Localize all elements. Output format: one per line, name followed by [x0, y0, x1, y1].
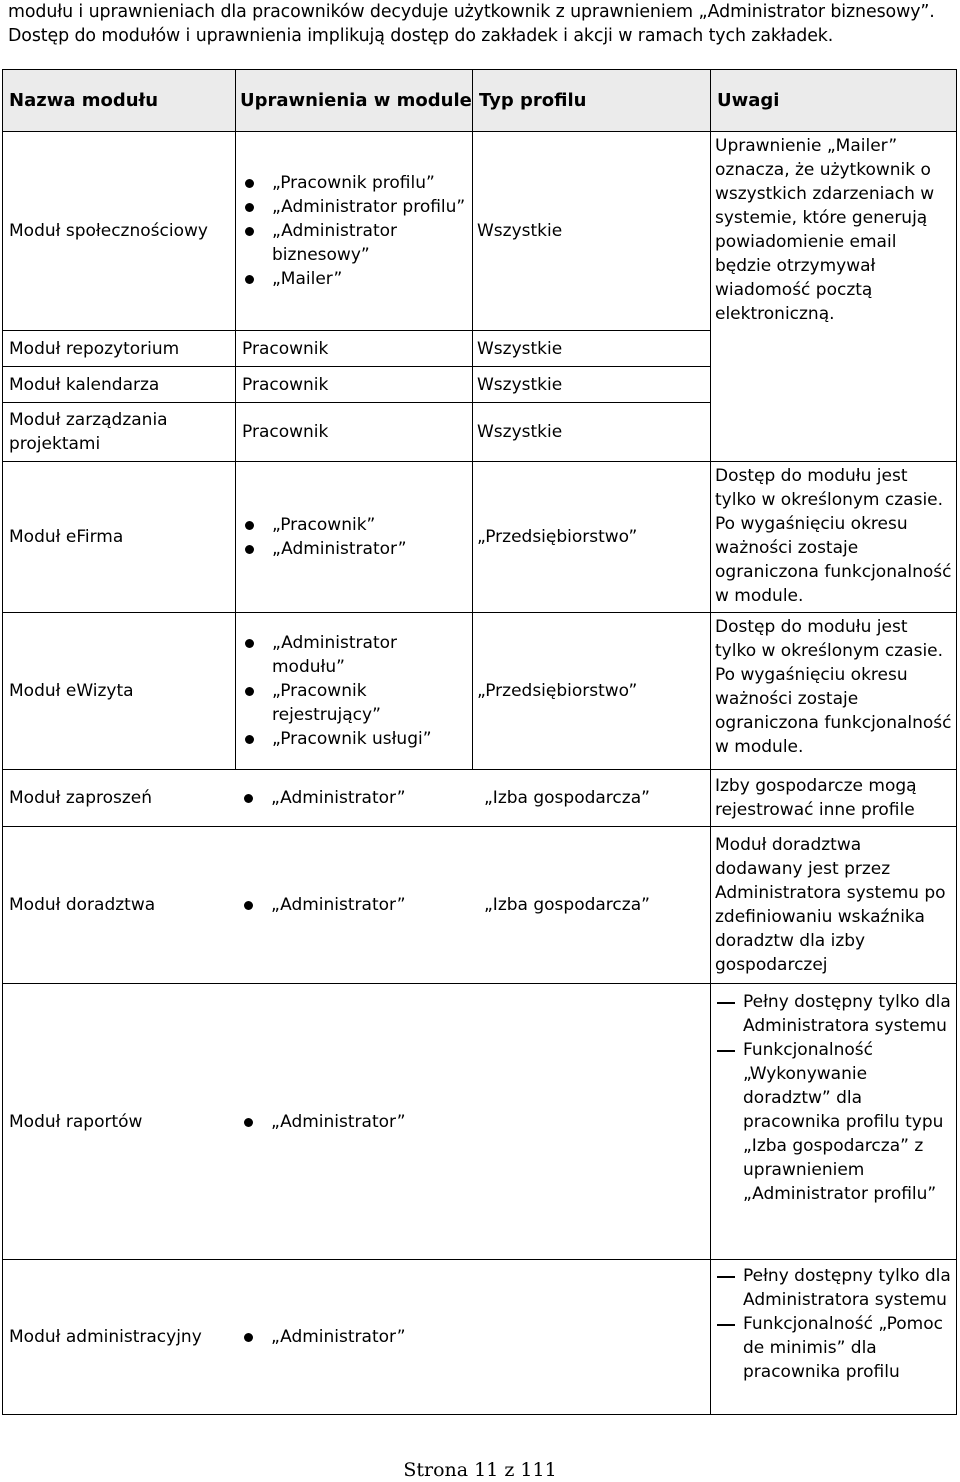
modules-table-wrapper	[2, 69, 957, 1415]
header-notes: Uwagi	[711, 70, 957, 132]
module-permission: Pracownik	[236, 403, 473, 462]
module-permission: Pracownik	[236, 367, 473, 403]
module-name: Moduł eFirma	[3, 462, 236, 613]
module-name: Moduł repozytorium	[3, 331, 236, 367]
note-item: Pełny dostępny tylko dla Administratora systemu	[715, 990, 952, 1038]
permission-item: „Administrator biznesowy”	[242, 219, 472, 267]
header-profile-type: Typ profilu	[473, 70, 711, 132]
module-name: Moduł zarządzania projektami	[3, 403, 236, 462]
module-name: Moduł raportów	[9, 1111, 143, 1132]
intro-line-1: modułu i uprawnieniach dla pracowników decyduje użytkownik z uprawnieniem „Administrator biznesowy”.	[8, 2, 935, 22]
module-permission: Pracownik	[236, 331, 473, 367]
module-note: Dostęp do modułu jest tylko w określonym czasie. Po wygaśnięciu okresu ważności zostaje ograniczona funkcjonalność w module.	[711, 462, 957, 613]
permission-item: „Pracownik usługi”	[242, 727, 472, 751]
table-row	[3, 984, 957, 1260]
module-note: Uprawnienie „Mailer” oznacza, że użytkownik o wszystkich zdarzeniach w systemie, które generują powiadomienie email będzie otrzymywał wiadomość pocztą elektroniczną.	[711, 132, 957, 462]
table-row	[3, 827, 957, 984]
module-name: Moduł eWizyta	[3, 613, 236, 770]
module-note-list	[711, 984, 957, 1260]
table-row	[3, 132, 957, 331]
profile-type: „Przedsiębiorstwo”	[473, 613, 711, 770]
module-note: Izby gospodarcze mogą rejestrować inne profile	[711, 770, 957, 827]
permission-item: „Pracownik”	[242, 513, 472, 537]
intro-line-2: Dostęp do modułów i uprawnienia implikują dostęp do zakładek i akcji w ramach tych zakładek.	[8, 26, 834, 46]
table-row	[3, 770, 957, 827]
module-merged-cell	[3, 984, 711, 1260]
module-permissions	[241, 1325, 484, 1349]
profile-type: Wszystkie	[473, 403, 711, 462]
profile-type: „Izba gospodarcza”	[484, 788, 650, 808]
module-permissions	[241, 786, 484, 810]
intro-paragraph	[8, 0, 958, 48]
module-permissions	[236, 613, 473, 770]
profile-type: Wszystkie	[473, 331, 711, 367]
permission-item: „Administrator profilu”	[242, 195, 472, 219]
permission-item: „Pracownik rejestrujący”	[242, 679, 472, 727]
table-header-row	[3, 70, 957, 132]
module-note: Dostęp do modułu jest tylko w określonym czasie. Po wygaśnięciu okresu ważności zostaje ograniczona funkcjonalność w module.	[711, 613, 957, 770]
permission-item: „Administrator”	[242, 537, 472, 561]
permission-item: „Pracownik profilu”	[242, 171, 472, 195]
module-merged-cell	[3, 827, 711, 984]
module-name: Moduł administracyjny	[9, 1327, 202, 1347]
page-number: Strona 11 z 111	[403, 1459, 557, 1481]
permission-item: „Administrator”	[241, 1325, 484, 1349]
module-permissions	[236, 132, 473, 331]
module-name: Moduł zaproszeń	[9, 788, 153, 808]
note-item: Funkcjonalność „Pomoc de minimis” dla pracownika profilu	[715, 1312, 952, 1384]
table-row	[3, 613, 957, 770]
profile-type: „Izba gospodarcza”	[484, 895, 650, 915]
module-name: Moduł doradztwa	[9, 895, 156, 915]
module-permissions	[241, 1110, 484, 1134]
table-row	[3, 462, 957, 613]
module-note: Moduł doradztwa dodawany jest przez Administratora systemu po zdefiniowaniu wskaźnika doradztw dla izby gospodarczej	[711, 827, 957, 984]
note-item: Pełny dostępny tylko dla Administratora systemu	[715, 1264, 952, 1312]
module-name: Moduł społecznościowy	[3, 132, 236, 331]
header-module-name: Nazwa modułu	[3, 70, 236, 132]
module-note-list	[711, 1260, 957, 1415]
module-permissions	[241, 893, 484, 917]
profile-type: Wszystkie	[473, 367, 711, 403]
permission-item: „Administrator”	[241, 893, 484, 917]
modules-table	[2, 69, 957, 1415]
permission-item: „Administrator modułu”	[242, 631, 472, 679]
module-name: Moduł kalendarza	[3, 367, 236, 403]
profile-type: „Przedsiębiorstwo”	[473, 462, 711, 613]
profile-type: Wszystkie	[473, 132, 711, 331]
module-permissions	[236, 462, 473, 613]
permission-item: „Mailer”	[242, 267, 472, 291]
module-merged-cell	[3, 1260, 711, 1415]
header-permissions: Uprawnienia w module	[236, 70, 473, 132]
module-merged-cell	[3, 770, 711, 827]
permission-item: „Administrator”	[241, 786, 484, 810]
table-row	[3, 1260, 957, 1415]
note-item: Funkcjonalność „Wykonywanie doradztw” dla pracownika profilu typu „Izba gospodarcza” z uprawnieniem „Administrator profilu”	[715, 1038, 952, 1206]
permission-item: „Administrator”	[241, 1110, 484, 1134]
